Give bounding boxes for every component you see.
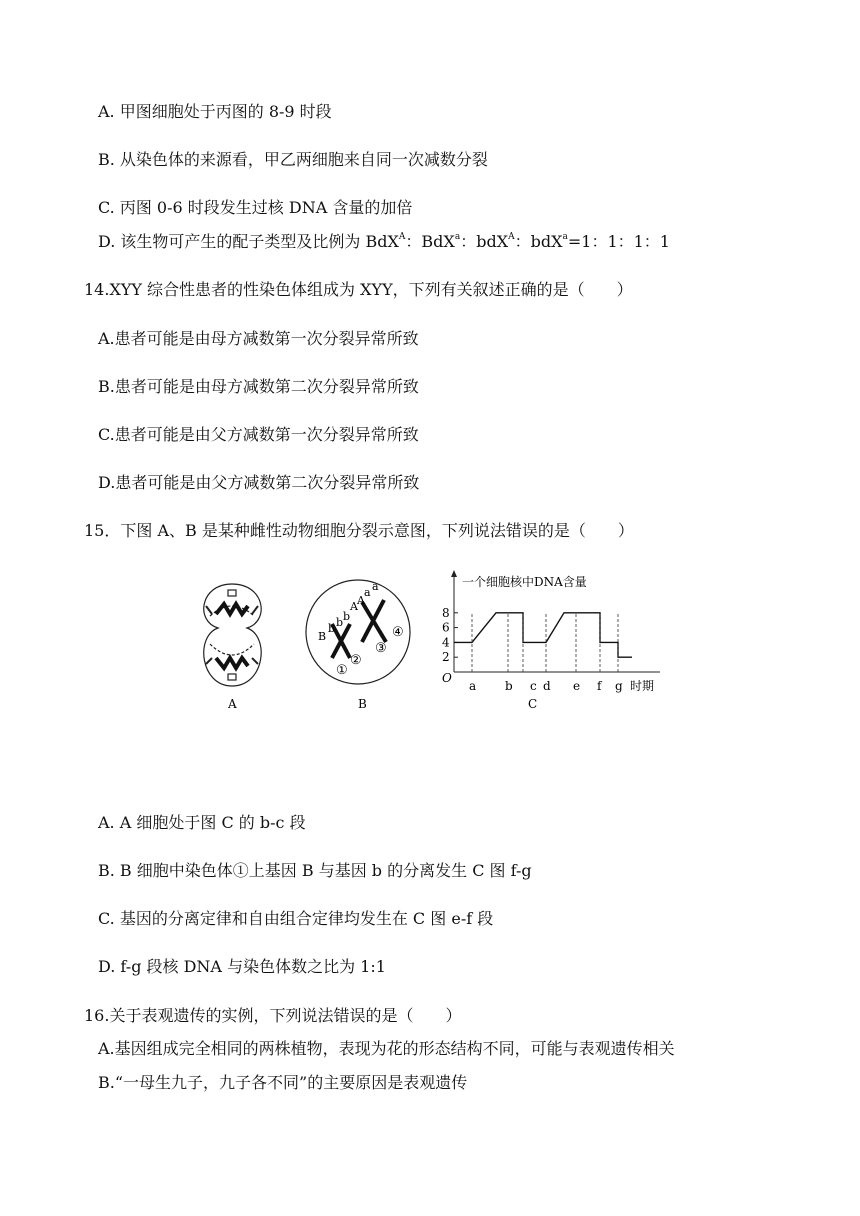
gene-label: B <box>318 630 327 643</box>
q13-option-b: B. 从染色体的来源看，甲乙两细胞来自同一次减数分裂 <box>98 150 488 169</box>
chromosome <box>216 658 248 668</box>
centrosome <box>228 674 236 680</box>
x-tick-label: d <box>543 679 551 693</box>
gene-label: a <box>372 580 379 593</box>
x-tick-label: c <box>530 679 537 693</box>
q15-option-a: A. A 细胞处于图 C 的 b-c 段 <box>98 813 306 832</box>
q13-option-d-suffix: =1：1：1：1 <box>567 232 670 251</box>
q13-option-d-prefix: D. 该生物可产生的配子类型及比例为 BdX <box>98 232 399 251</box>
q13-option-d-text: ：bdX <box>460 232 509 251</box>
label-cell-b: B <box>358 697 367 711</box>
gene-label: A <box>357 594 365 607</box>
cell-a-membrane <box>204 584 261 686</box>
chart-c <box>442 570 660 711</box>
cell-a-diagram <box>204 584 261 686</box>
spindle-fiber <box>210 644 254 655</box>
x-axis-label: 时期 <box>630 679 655 693</box>
chromosome <box>206 658 212 664</box>
y-tick-label: 8 <box>442 605 450 620</box>
q15-option-b: B. B 细胞中染色体①上基因 B 与基因 b 的分离发生 C 图 f-g <box>98 861 532 880</box>
q16-option-b: B.“一母生九子，九子各不同”的主要原因是表观遗传 <box>98 1073 468 1092</box>
q14-option-d: D.患者可能是由父方减数第二次分裂异常所致 <box>98 473 420 492</box>
gene-label: b <box>328 622 336 635</box>
gene-label: A <box>350 600 358 613</box>
circle-number-3: ③ <box>375 641 387 656</box>
q13-option-d <box>98 231 670 253</box>
y-tick-label: 4 <box>442 635 450 650</box>
circle-number-2: ② <box>350 653 362 668</box>
centrosome <box>228 590 236 596</box>
label-chart-c: C <box>528 697 538 711</box>
q16-stem: 16.关于表观遗传的实例，下列说法错误的是（ ） <box>84 1006 462 1025</box>
superscript: A <box>398 231 406 242</box>
x-tick-label: f <box>597 679 602 693</box>
y-tick-label: 2 <box>442 650 450 665</box>
superscript: a <box>454 231 461 242</box>
q15-option-c: C. 基因的分离定律和自由组合定律均发生在 C 图 e-f 段 <box>98 909 494 928</box>
x-tick-label: g <box>615 679 623 693</box>
q13-option-c: C. 丙图 0-6 时段发生过核 DNA 含量的加倍 <box>98 198 413 217</box>
q13-option-a: A. 甲图细胞处于丙图的 8-9 时段 <box>98 102 332 121</box>
q14-stem: 14.XYY 综合性患者的性染色体组成为 XYY，下列有关叙述正确的是（ ） <box>84 280 633 299</box>
series-line <box>454 613 632 657</box>
x-tick-label: e <box>573 679 581 693</box>
q13-option-d-text: ：BdX <box>405 232 455 251</box>
label-cell-a: A <box>228 697 237 711</box>
chromosome <box>252 606 258 614</box>
gene-label: a <box>364 586 371 599</box>
gene-label: b <box>336 616 344 629</box>
q15-stem: 15．下图 A、B 是某种雌性动物细胞分裂示意图，下列说法错误的是（ ） <box>84 521 634 540</box>
y-axis-arrow <box>451 570 457 577</box>
circle-number-1: ① <box>336 663 348 678</box>
figure-svg <box>190 566 670 716</box>
q15-option-d: D. f-g 段核 DNA 与染色体数之比为 1:1 <box>98 957 386 976</box>
x-tick-label: a <box>469 679 477 693</box>
y-tick-label: 6 <box>442 620 450 635</box>
q14-option-c: C.患者可能是由父方减数第一次分裂异常所致 <box>98 425 419 444</box>
circle-number-4: ④ <box>392 625 404 640</box>
chromosome <box>206 606 212 614</box>
superscript: A <box>508 231 515 242</box>
q13-option-d-text: ：bdX <box>514 232 563 251</box>
x-tick-label: b <box>505 679 513 693</box>
chart-title: 一个细胞核中DNA含量 <box>462 575 587 589</box>
superscript: a <box>562 231 568 242</box>
q15-figure <box>190 566 670 716</box>
chart-marks <box>442 606 632 693</box>
q16-option-a: A.基因组成完全相同的两株植物，表现为花的形态结构不同，可能与表观遗传相关 <box>98 1039 675 1058</box>
chromosome <box>252 658 258 664</box>
gene-label: b <box>343 610 351 623</box>
q14-option-a: A.患者可能是由母方减数第一次分裂异常所致 <box>98 329 419 348</box>
chart-origin: O <box>442 671 452 685</box>
q14-option-b: B.患者可能是由母方减数第二次分裂异常所致 <box>98 377 419 396</box>
